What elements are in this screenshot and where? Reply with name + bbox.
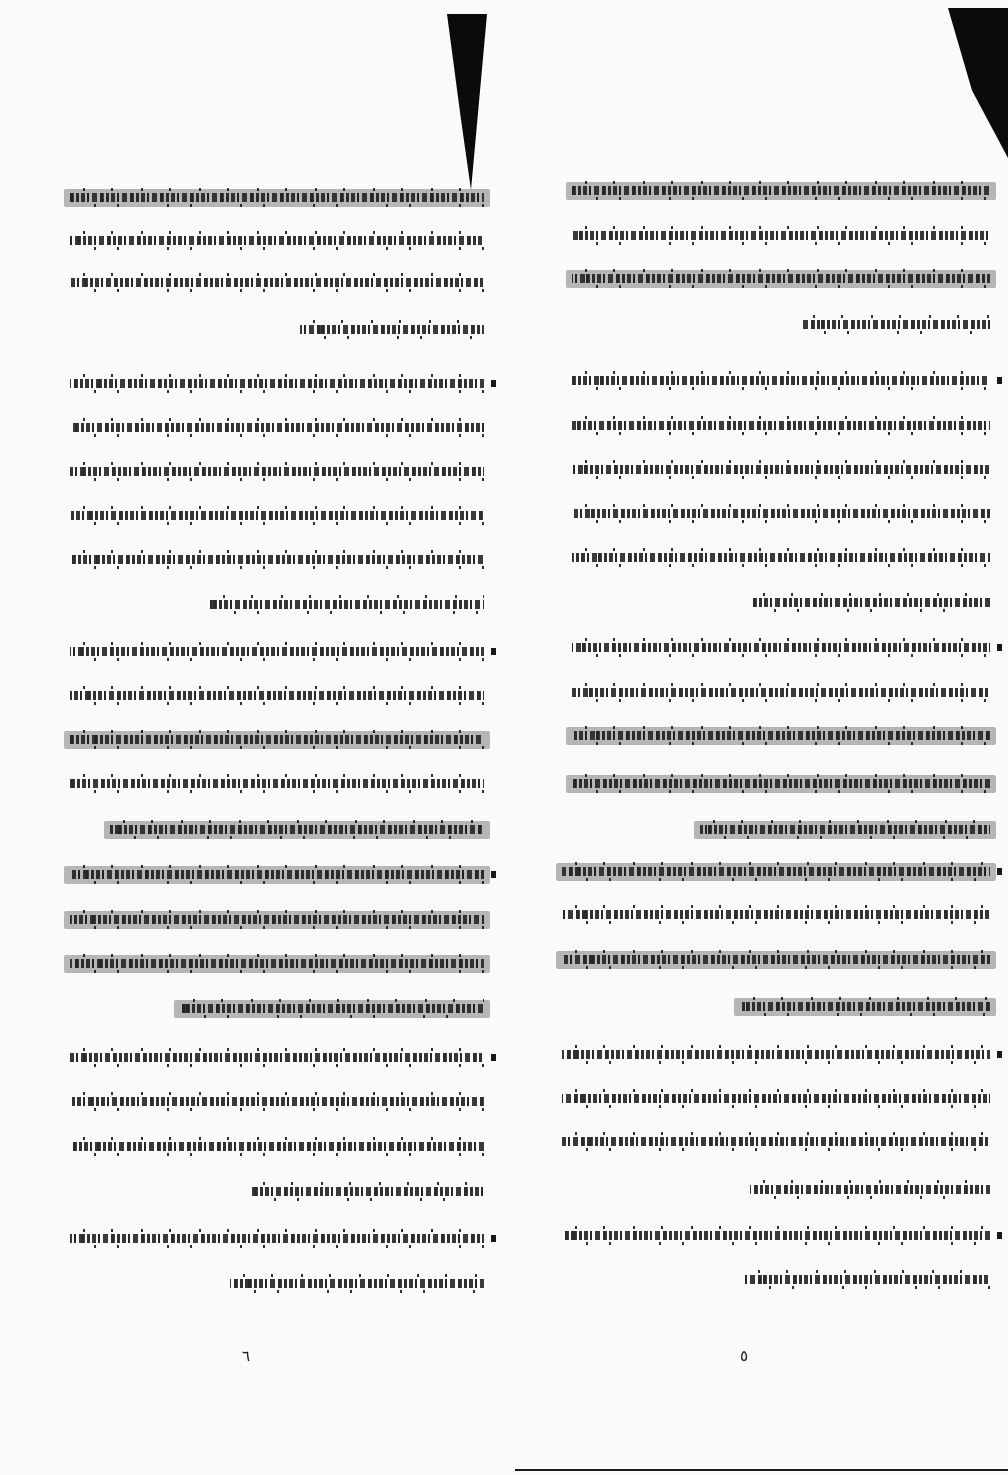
text-line (562, 1087, 990, 1109)
list-bullet (997, 377, 1002, 384)
list-bullet (491, 648, 496, 655)
printed-text-ink (562, 1094, 990, 1103)
printed-text-ink (562, 910, 990, 919)
text-line (70, 416, 484, 438)
printed-text-ink (70, 236, 484, 245)
printed-text-ink (740, 1002, 990, 1011)
text-line (562, 1224, 990, 1246)
printed-text-ink (572, 376, 990, 385)
printed-text-ink (572, 779, 990, 788)
text-line (70, 1135, 484, 1157)
text-line (70, 271, 484, 293)
text-line (572, 724, 990, 746)
printed-text-ink (700, 825, 990, 834)
text-line (70, 908, 484, 930)
list-bullet (491, 380, 496, 387)
printed-text-ink (70, 1234, 484, 1243)
printed-text-ink (250, 1187, 484, 1196)
text-line (70, 372, 484, 394)
printed-text-ink (70, 959, 484, 968)
printed-text-ink (562, 1231, 990, 1240)
printed-text-ink (800, 320, 990, 329)
text-line (70, 863, 484, 885)
printed-text-ink (70, 1053, 484, 1062)
right-page (500, 0, 1008, 1475)
printed-text-ink (70, 193, 484, 202)
printed-text-ink (750, 598, 990, 607)
text-line (700, 818, 990, 840)
text-line (70, 640, 484, 662)
list-bullet (997, 1232, 1002, 1239)
text-line (300, 318, 484, 340)
left-page (0, 0, 500, 1475)
text-line (70, 229, 484, 251)
text-line (70, 772, 484, 794)
printed-text-ink (180, 1004, 484, 1013)
printed-text-ink (750, 1185, 990, 1194)
text-line (70, 504, 484, 526)
text-line (572, 458, 990, 480)
printed-text-ink (70, 1142, 484, 1151)
printed-text-ink (572, 274, 990, 283)
printed-text-ink (70, 379, 484, 388)
text-line (70, 684, 484, 706)
printed-text-ink (70, 511, 484, 520)
printed-text-ink (70, 555, 484, 564)
printed-text-ink (572, 465, 990, 474)
text-line (572, 681, 990, 703)
printed-text-ink (110, 825, 484, 834)
page-number-right: ٥ (739, 1347, 749, 1365)
text-line (70, 1090, 484, 1112)
printed-text-ink (70, 647, 484, 656)
text-line (562, 1130, 990, 1152)
text-line (70, 728, 484, 750)
text-line (110, 818, 484, 840)
text-line (210, 593, 484, 615)
printed-text-ink (572, 643, 990, 652)
printed-text-ink (210, 600, 484, 609)
list-bullet (491, 871, 496, 878)
text-line (562, 860, 990, 882)
text-line (562, 1043, 990, 1065)
text-line (70, 952, 484, 974)
text-line (572, 369, 990, 391)
printed-text-ink (230, 1279, 484, 1288)
list-bullet (491, 1054, 496, 1061)
list-bullet (997, 644, 1002, 651)
printed-text-ink (562, 867, 990, 876)
text-line (180, 997, 484, 1019)
printed-text-ink (70, 278, 484, 287)
printed-text-ink (562, 1137, 990, 1146)
text-line (572, 546, 990, 568)
printed-text-ink (70, 1097, 484, 1106)
text-line (750, 591, 990, 613)
printed-text-ink (572, 688, 990, 697)
text-line (70, 548, 484, 570)
text-line (70, 1227, 484, 1249)
text-line (572, 772, 990, 794)
text-line (745, 1268, 990, 1290)
text-line (572, 267, 990, 289)
page-number-left: ٦ (241, 1347, 251, 1365)
printed-text-ink (745, 1275, 990, 1284)
text-line (70, 1046, 484, 1068)
printed-text-ink (70, 870, 484, 879)
scan-edge-line (515, 1469, 1008, 1471)
text-line (562, 903, 990, 925)
text-line (70, 186, 484, 208)
text-line (740, 995, 990, 1017)
text-line (750, 1178, 990, 1200)
text-line (230, 1272, 484, 1294)
text-line (562, 948, 990, 970)
list-bullet (997, 1051, 1002, 1058)
text-line (572, 179, 990, 201)
printed-text-ink (572, 553, 990, 562)
printed-text-ink (70, 423, 484, 432)
text-line (572, 636, 990, 658)
text-line (800, 313, 990, 335)
printed-text-ink (70, 691, 484, 700)
printed-text-ink (70, 467, 484, 476)
printed-text-ink (572, 231, 990, 240)
printed-text-ink (572, 509, 990, 518)
list-bullet (997, 868, 1002, 875)
text-line (572, 502, 990, 524)
printed-text-ink (572, 186, 990, 195)
printed-text-ink (562, 1050, 990, 1059)
printed-text-ink (572, 731, 990, 740)
text-line (572, 414, 990, 436)
text-line (250, 1180, 484, 1202)
printed-text-ink (70, 735, 484, 744)
printed-text-ink (572, 421, 990, 430)
list-bullet (491, 1235, 496, 1242)
printed-text-ink (300, 325, 484, 334)
printed-text-ink (562, 955, 990, 964)
text-line (70, 460, 484, 482)
text-line (572, 224, 990, 246)
printed-text-ink (70, 915, 484, 924)
printed-text-ink (70, 779, 484, 788)
